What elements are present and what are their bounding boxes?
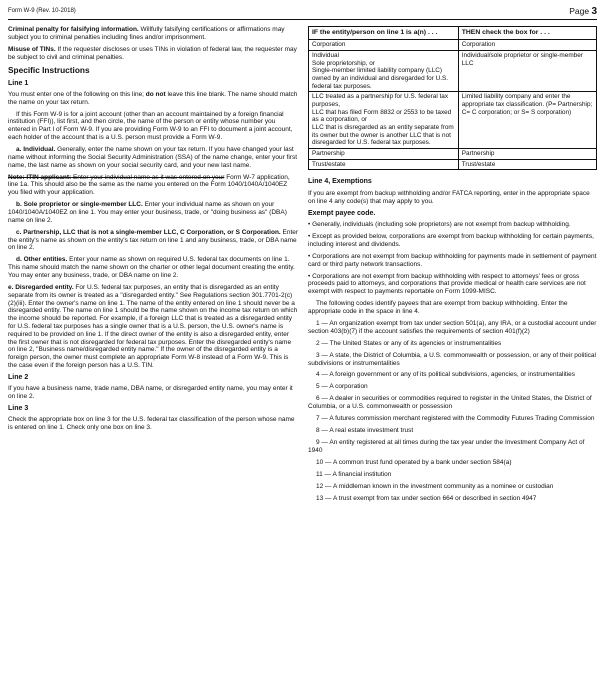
table-cell-entity: Partnership <box>309 149 459 160</box>
codes-intro-para: The following codes identify payees that are exempt from backup withholding. Enter the appropriate code in the space in line 4. <box>308 300 568 315</box>
table-cell-checkbox: Trust/estate <box>458 159 596 170</box>
exempt-code-item: 7 — A futures commission merchant registered with the Commodity Futures Trading Commission <box>316 415 595 423</box>
classification-table <box>308 26 597 170</box>
table-cell-checkbox: Partnership <box>458 149 596 160</box>
criminal-penalty-para: Criminal penalty for falsifying information. Willfully falsifying certifications or affirmations may subject you to criminal penalties including fines and/or imprisonment. <box>8 26 285 41</box>
exempt-code-item: 13 — A trust exempt from tax under section 664 or described in section 4947 <box>316 494 537 502</box>
partnership-para: c. Partnership, LLC that is not a single-member LLC, C Corporation, or S Corporation. Enter the entity's name as shown on the entity's tax return on line 1 and any business, trade, or DBA name on line 2. <box>8 228 299 252</box>
line4-heading: Line 4, Exemptions <box>308 178 372 186</box>
table-row <box>309 92 597 149</box>
specific-instructions-heading: Specific Instructions <box>8 64 90 75</box>
exempt-code-item: 1 — An organization exempt from tax under section 501(a), any IRA, or a custodial account under section 403(b)(7) if the account satisfies the requirements of section 401(f)(2) <box>308 319 597 335</box>
exempt-code-item: 10 — A common trust fund operated by a bank under section 584(a) <box>316 458 512 466</box>
table-cell-entity: Corporation <box>309 40 459 51</box>
line1-heading: Line 1 <box>8 79 29 87</box>
exempt-bullet: • Corporations are not exempt from backup withholding with respect to attorneys' fees or gross proceeds paid to attorneys, and corporations that provide medical or health care services are not exempt with respect to payments reportable on Form 1099-MISC. <box>308 272 586 296</box>
right-column <box>308 26 597 507</box>
line4-para: If you are exempt from backup withholding and/or FATCA reporting, enter in the appropriate space on line 4 any code(s) that may apply to you. <box>308 189 590 205</box>
disregarded-entity-para: e. Disregarded entity. For U.S. federal tax purposes, an entity that is disregarded as an entity separate from its owner is treated as a "disregarded entity." See Regulations section 301.7701-2(c)(2)(iii). Enter the owner's name on line 1. The name of the entity entered on line 1 should never be a disregarded entity. The name on line 1 should be the name shown on the income tax return on which the income should be reported. For example, if a foreign LLC that is treated as a disregarded entity for U.S. federal tax purposes has a single owner that is a U.S. person, the U.S. owner's name is required to be provided on line 1. If the direct owner of the entity is also a disregarded entity, enter the first owner that is not disregarded for federal tax purposes. Enter the disregarded entity's name on line 2, "Business name/disregarded entity name." If the owner of the disregarded entity is a foreign person, the owner must complete an appropriate Form W-8 instead of a Form W-9. This is the case even if the foreign person has a U.S. TIN. <box>8 283 298 369</box>
exempt-code-item: 6 — A dealer in securities or commodities required to register in the United States, the District of Columbia, or a U.S. commonwealth or possession <box>308 395 592 411</box>
header-rule <box>8 19 597 20</box>
exempt-code-item: 2 — The United States or any of its agencies or instrumentalities <box>316 339 502 347</box>
exempt-bullet: • Except as provided below, corporations are exempt from backup withholding for certain payments, including interest and dividends. <box>308 233 594 248</box>
table-row <box>309 159 597 170</box>
form-id: Form W-9 (Rev. 10-2018) <box>8 8 76 14</box>
line2-heading: Line 2 <box>8 373 29 381</box>
exempt-code-item: 3 — A state, the District of Columbia, a U.S. commonwealth or possession, or any of their political subdivisions or instrumentalities <box>308 351 596 367</box>
line3-heading: Line 3 <box>8 405 29 413</box>
table-row <box>309 50 597 91</box>
table-body <box>309 40 597 170</box>
line3-para: Check the appropriate box on line 3 for the U.S. federal tax classification of the person whose name is entered on line 1. Check only one box on line 3. <box>8 416 295 432</box>
exempt-code-item: 8 — A real estate investment trust <box>316 427 414 435</box>
left-column <box>8 26 299 436</box>
exempt-bullet: • Generally, individuals (including sole proprietors) are not exempt from backup withholding. <box>308 221 571 229</box>
table-cell-entity: LLC treated as a partnership for U.S. federal tax purposes, LLC that has filed Form 8832 or 2553 to be taxed as a corporation, or LLC that is disregarded as an entity separate from its owner but the owner is another LLC that is not disregarded for U.S. federal tax purposes. <box>309 92 459 149</box>
table-row <box>309 149 597 160</box>
line1-joint-para: If this Form W-9 is for a joint account (other than an account maintained by a foreign financial institution (FFI)), list first, and then circle, the name of the person or entity whose number you entered in Part I of Form W-9. If you are providing Form W-9 to an FFI to document a joint account, each holder of the account that is a U.S. person must provide a Form W-9. <box>8 110 293 142</box>
misuse-tins-para: Misuse of TINs. If the requester discloses or uses TINs in violation of federal law, the requester may be subject to civil and criminal penalties. <box>8 45 297 61</box>
exempt-codes-list <box>308 320 597 503</box>
other-entities-para: d. Other entities. Enter your name as shown on required U.S. federal tax documents on line 1. This name should match the name shown on the charter or other legal document creating the entity. You may enter any business, trade, or DBA name on line 2. <box>8 256 295 279</box>
exempt-bullet: • Corporations are not exempt from backup withholding for payments made in settlement of payment card or third party network transactions. <box>308 252 597 268</box>
table-row <box>309 40 597 51</box>
table-cell-entity: Individual Sole proprietorship, or Single-member limited liability company (LLC) owned by an individual and disregarded for U.S. federal tax purposes. <box>309 50 459 91</box>
table-cell-checkbox: Individual/sole proprietor or single-member LLC <box>458 50 596 91</box>
exempt-code-item: 9 — An entity registered at all times during the tax year under the Investment Company Act of 1940 <box>308 439 585 454</box>
sole-proprietor-para: b. Sole proprietor or single-member LLC. Enter your individual name as shown on your 1040/1040A/1040EZ on line 1. You may enter your business, trade, or "doing business as" (DBA) name on line 2. <box>8 201 287 224</box>
line1-para: You must enter one of the following on this line; do not leave this line blank. The name should match the name on your tax return. <box>8 90 298 106</box>
table-cell-checkbox: Corporation <box>458 40 596 51</box>
exempt-bullets <box>308 221 597 296</box>
exempt-code-item: 4 — A foreign government or any of its political subdivisions, agencies, or instrumentalities <box>316 371 576 379</box>
table-header-entity: IF the entity/person on line 1 is a(n) . . . <box>309 27 459 40</box>
table-header-checkbox: THEN check the box for . . . <box>458 27 596 40</box>
table-cell-entity: Trust/estate <box>309 159 459 170</box>
page-number: Page 3 <box>569 6 597 17</box>
itin-note-para: Note: ITIN applicant: Enter your individual name as it was entered on your Form W-7 application, line 1a. This should also be the same as the name you entered on the Form 1040/1040A/1040EZ you filed with your application. <box>8 173 290 197</box>
line2-para: If you have a business name, trade name, DBA name, or disregarded entity name, you may enter it on line 2. <box>8 385 293 401</box>
page-header <box>8 6 597 18</box>
exempt-code-item: 12 — A middleman known in the investment community as a nominee or custodian <box>316 482 554 490</box>
exempt-code-item: 11 — A financial institution <box>316 470 392 478</box>
individual-para: a. Individual. Generally, enter the name shown on your tax return. If you have changed your last name without informing the Social Security Administration (SSA) of the name change, enter your first name, the last name as shown on your social security card, and your new last name. <box>8 146 298 169</box>
exempt-code-item: 5 — A corporation <box>316 383 368 391</box>
table-cell-checkbox: Limited liability company and enter the appropriate tax classification. (P= Partnership; C= C corporation; or S= S corporation) <box>458 92 596 149</box>
exempt-payee-heading: Exempt payee code. <box>308 209 376 217</box>
